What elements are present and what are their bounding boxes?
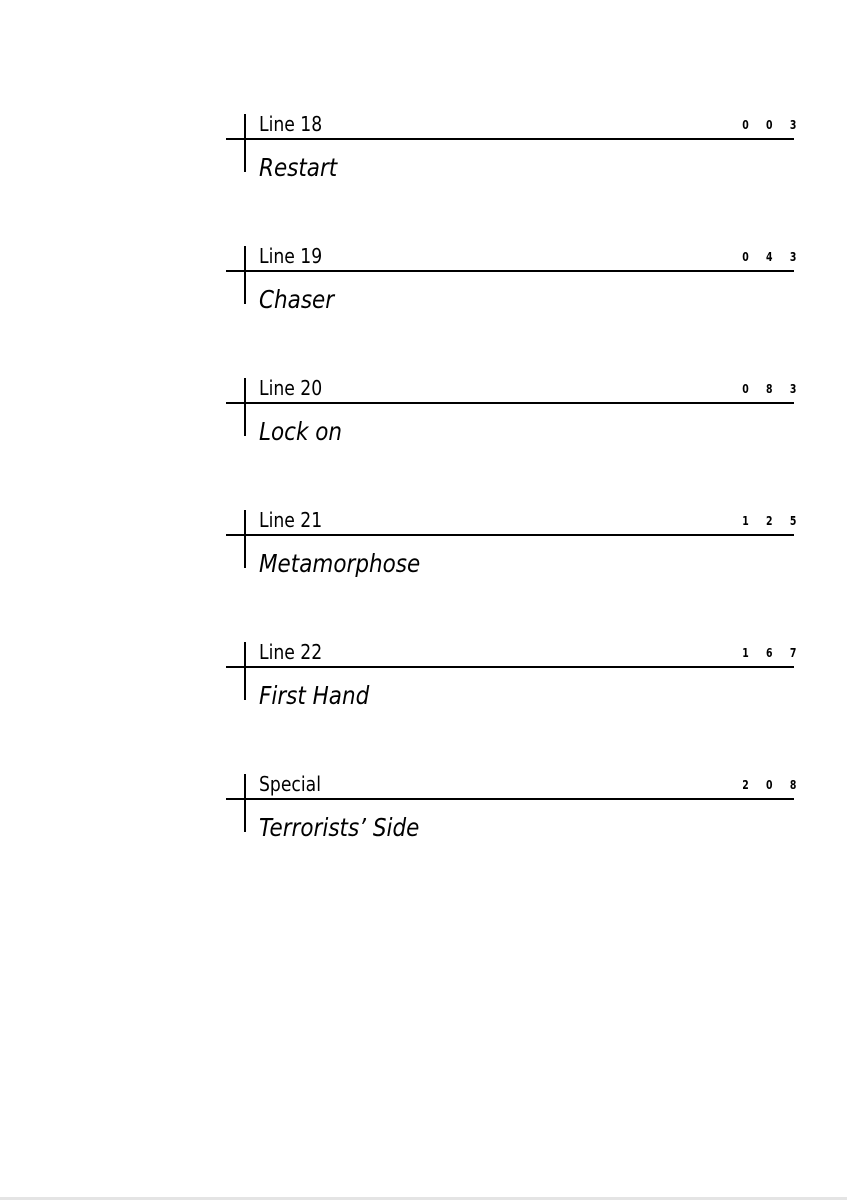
- horizontal-rule: [226, 666, 794, 668]
- entry-chapter-title: Lock on: [259, 417, 343, 446]
- vertical-divider: [244, 510, 246, 568]
- vertical-divider: [244, 642, 246, 700]
- vertical-divider: [244, 378, 246, 436]
- horizontal-rule: [226, 402, 794, 404]
- entry-chapter-title: Restart: [259, 153, 338, 182]
- entry-page-number: 0 8 3: [741, 382, 803, 396]
- horizontal-rule: [226, 798, 794, 800]
- entry-page-number: 0 4 3: [741, 250, 803, 264]
- toc-entry[interactable]: [226, 112, 803, 189]
- vertical-divider: [244, 114, 246, 172]
- toc-entry[interactable]: [226, 376, 803, 453]
- entry-page-number: 0 0 3: [741, 118, 803, 132]
- entry-line-label: Line 19: [259, 244, 323, 268]
- horizontal-rule: [226, 270, 794, 272]
- toc-entry[interactable]: [226, 508, 803, 585]
- toc-entry[interactable]: [226, 244, 803, 321]
- vertical-divider: [244, 246, 246, 304]
- vertical-divider: [244, 774, 246, 832]
- horizontal-rule: [226, 534, 794, 536]
- entry-line-label: Line 21: [259, 508, 323, 532]
- entry-chapter-title: Terrorists’ Side: [259, 813, 420, 842]
- entry-page-number: 1 6 7: [741, 646, 803, 660]
- horizontal-rule: [226, 138, 794, 140]
- entry-page-number: 2 0 8: [741, 778, 803, 792]
- entry-line-label: Special: [259, 772, 321, 796]
- entry-line-label: Line 18: [259, 112, 323, 136]
- entry-line-label: Line 22: [259, 640, 323, 664]
- entry-chapter-title: First Hand: [259, 681, 370, 710]
- entry-page-number: 1 2 5: [741, 514, 803, 528]
- entry-chapter-title: Metamorphose: [259, 549, 421, 578]
- toc-entry[interactable]: [226, 640, 803, 717]
- toc-entry[interactable]: [226, 772, 803, 849]
- entry-line-label: Line 20: [259, 376, 323, 400]
- entry-chapter-title: Chaser: [259, 285, 335, 314]
